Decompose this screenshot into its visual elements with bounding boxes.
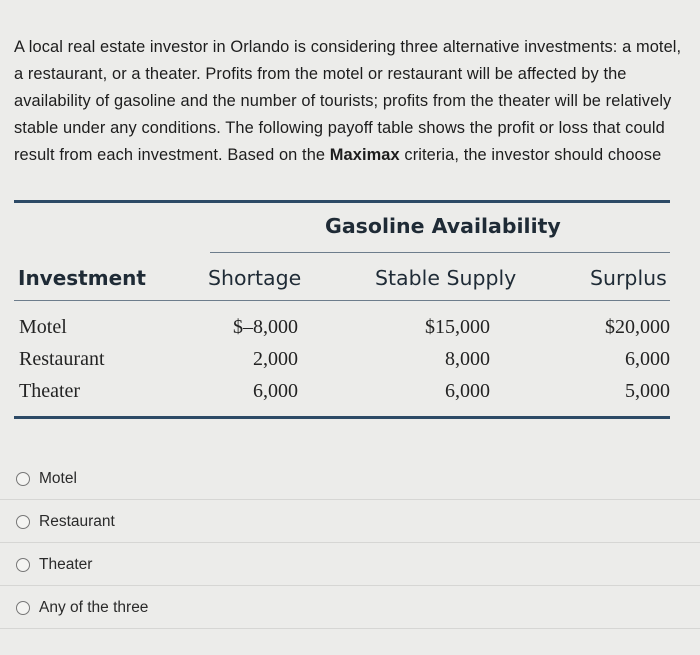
table-bottom-rule xyxy=(14,416,670,419)
column-header-shortage: Shortage xyxy=(208,266,302,290)
cell-theater-shortage: 6,000 xyxy=(253,380,298,402)
option-label: Restaurant xyxy=(39,513,115,530)
group-header-rule xyxy=(210,252,670,253)
radio-any-of-the-three[interactable] xyxy=(16,601,30,615)
option-theater[interactable] xyxy=(0,544,700,586)
payoff-table xyxy=(14,200,670,422)
cell-restaurant-surplus: 6,000 xyxy=(625,348,670,370)
table-top-rule xyxy=(14,200,670,203)
row-name-restaurant: Restaurant xyxy=(19,348,105,370)
question-text-part-1: A local real estate investor in Orlando is considering three alternative investments: a motel, a restaurant, or a theater. Profits from the motel or restaurant will be affected by the availability of gasoline and the number of tourists; profits from the theater will be relatively stable under any conditions. The following payoff table shows the profit or loss that could result from each investment. Based on the xyxy=(14,38,682,164)
cell-theater-surplus: 5,000 xyxy=(625,380,670,402)
cell-restaurant-stable-supply: 8,000 xyxy=(445,348,490,370)
question-text xyxy=(14,34,690,169)
header-rule xyxy=(14,300,670,301)
cell-motel-stable-supply: $15,000 xyxy=(425,316,490,338)
radio-restaurant[interactable] xyxy=(16,515,30,529)
cell-theater-stable-supply: 6,000 xyxy=(445,380,490,402)
option-label: Theater xyxy=(39,556,93,573)
question-text-part-2: criteria, the investor should choose xyxy=(399,146,662,164)
cell-motel-shortage: $–8,000 xyxy=(233,316,298,338)
radio-theater[interactable] xyxy=(16,558,30,572)
option-motel[interactable] xyxy=(0,458,700,500)
group-header: Gasoline Availability xyxy=(325,214,561,238)
cell-motel-surplus: $20,000 xyxy=(605,316,670,338)
radio-motel[interactable] xyxy=(16,472,30,486)
option-any-of-the-three[interactable] xyxy=(0,587,700,629)
row-header: Investment xyxy=(18,266,146,290)
question-emphasis: Maximax xyxy=(329,146,400,164)
row-name-motel: Motel xyxy=(19,316,67,338)
column-header-surplus: Surplus xyxy=(590,266,667,290)
option-restaurant[interactable] xyxy=(0,501,700,543)
cell-restaurant-shortage: 2,000 xyxy=(253,348,298,370)
option-label: Motel xyxy=(39,470,77,487)
row-name-theater: Theater xyxy=(19,380,81,402)
column-header-stable-supply: Stable Supply xyxy=(375,266,517,290)
option-label: Any of the three xyxy=(39,599,149,616)
